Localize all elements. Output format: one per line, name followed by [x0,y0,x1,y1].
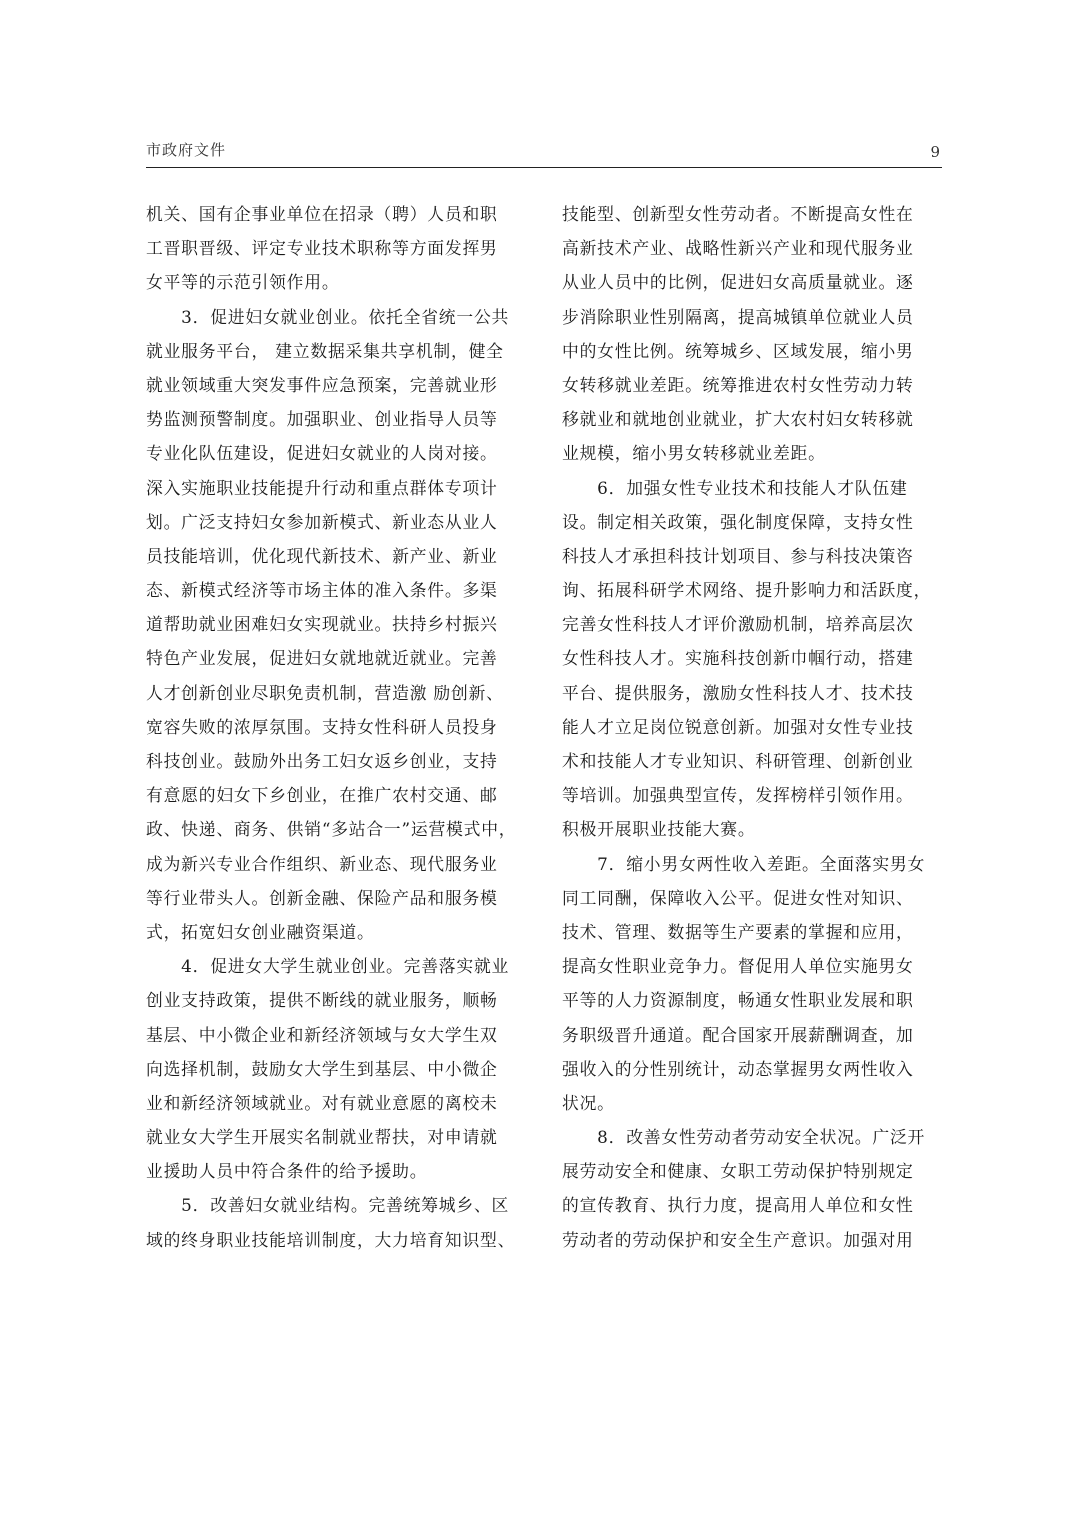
text-line: 机关、国有企事业单位在招录（聘）人员和职 [146,204,498,224]
text-line: 就业服务平台， 建立数据采集共享机制，健全 [146,340,504,361]
header-title: 市政府文件 [146,141,227,159]
text-line: 的宣传教育、执行力度，提高用人单位和女性 [562,1195,914,1216]
text-line: 展劳动安全和健康、女职工劳动保护特别规定 [562,1161,914,1182]
text-line: 业和新经济领域就业。对有就业意愿的离校未 [146,1092,498,1113]
text-line: 道帮助就业困难妇女实现就业。扶持乡村振兴 [146,614,498,635]
text-line: 就业女大学生开展实名制就业帮扶，对申请就 [146,1127,498,1148]
text-line: 划。广泛支持妇女参加新模式、新业态从业人 [146,511,498,532]
text-line: 5．改善妇女就业结构。完善统筹城乡、区 [146,1195,510,1216]
text-line: 女平等的示范引领作用。 [146,272,340,293]
text-line: 8．改善女性劳动者劳动安全状况。广泛开 [562,1127,926,1148]
text-line: 特色产业发展，促进妇女就地就近就业。完善 [146,648,498,669]
text-line: 宽容失败的浓厚氛围。支持女性科研人员投身 [146,716,498,737]
text-line: 平等的人力资源制度，畅通女性职业发展和职 [562,990,914,1011]
text-line: 式，拓宽妇女创业融资渠道。 [146,921,375,942]
page-number: 9 [930,143,940,161]
text-line: 平台、提供服务，激励女性科技人才、技术技 [562,682,914,703]
text-line: 业援助人员中符合条件的给予援助。 [146,1161,428,1182]
text-line: 积极开展职业技能大赛。 [562,819,756,840]
text-line: 提高女性职业竞争力。督促用人单位实施男女 [562,956,914,977]
text-line: 业规模，缩小男女转移就业差距。 [562,443,826,464]
text-line: 设。制定相关政策，强化制度保障，支持女性 [562,511,914,532]
text-line: 域的终身职业技能培训制度，大力培育知识型、 [146,1229,516,1250]
text-line: 工晋职晋级、评定专业技术职称等方面发挥男 [146,238,498,259]
text-line: 询、拓展科研学术网络、提升影响力和活跃度， [562,580,932,601]
text-line: 向选择机制，鼓励女大学生到基层、中小微企 [146,1058,498,1079]
right-text-column [562,197,942,1257]
text-line: 7．缩小男女两性收入差距。全面落实男女 [562,853,926,874]
text-line: 势监测预警制度。加强职业、创业指导人员等 [146,409,498,430]
text-line: 6．加强女性专业技术和技能人才队伍建 [562,477,908,498]
text-line: 态、新模式经济等市场主体的准入条件。多渠 [146,580,498,601]
text-line: 高新技术产业、战略性新兴产业和现代服务业 [562,238,914,259]
text-line: 等行业带头人。创新金融、保险产品和服务模 [146,887,498,908]
text-line: 等培训。加强典型宣传，发挥榜样引领作用。 [562,785,914,806]
text-line: 劳动者的劳动保护和安全生产意识。加强对用 [562,1229,914,1250]
text-line: 基层、中小微企业和新经济领域与女大学生双 [146,1024,498,1045]
text-line: 深入实施职业技能提升行动和重点群体专项计 [146,477,498,498]
text-line: 步消除职业性别隔离，提高城镇单位就业人员 [562,306,914,327]
text-line: 完善女性科技人才评价激励机制，培养高层次 [562,614,914,635]
text-line: 就业领域重大突发事件应急预案，完善就业形 [146,374,498,395]
text-line: 移就业和就地创业就业，扩大农村妇女转移就 [562,409,914,430]
text-line: 创业支持政策，提供不断线的就业服务，顺畅 [146,990,498,1011]
text-line: 强收入的分性别统计，动态掌握男女两性收入 [562,1058,914,1079]
text-line: 人才创新创业尽职免责机制，营造激 励创新、 [146,682,504,703]
text-line: 4．促进女大学生就业创业。完善落实就业 [146,956,510,977]
text-line: 政、快递、商务、供销“多站合一”运营模式中， [146,819,517,840]
text-line: 3．促进妇女就业创业。依托全省统一公共 [146,306,510,327]
text-line: 科技创业。鼓励外出务工妇女返乡创业，支持 [146,751,498,771]
text-line: 技术、管理、数据等生产要素的掌握和应用， [562,921,914,942]
text-line: 专业化队伍建设，促进妇女就业的人岗对接。 [146,443,498,464]
text-line: 同工同酬，保障收入公平。促进女性对知识、 [562,887,914,908]
text-line: 女性科技人才。实施科技创新巾帼行动，搭建 [562,648,914,669]
text-line: 能人才立足岗位锐意创新。加强对女性专业技 [562,716,914,737]
text-line: 员技能培训，优化现代新技术、新产业、新业 [146,545,498,566]
text-line: 术和技能人才专业知识、科研管理、创新创业 [562,751,914,771]
text-line: 状况。 [562,1092,615,1113]
text-line: 务职级晋升通道。配合国家开展薪酬调查，加 [562,1024,914,1045]
text-line: 有意愿的妇女下乡创业，在推广农村交通、邮 [146,785,498,806]
text-line: 技能型、创新型女性劳动者。不断提高女性在 [562,204,914,224]
left-text-column [146,197,526,1257]
text-line: 成为新兴专业合作组织、新业态、现代服务业 [146,853,498,874]
text-line: 中的女性比例。统筹城乡、区域发展，缩小男 [562,340,914,361]
text-line: 科技人才承担科技计划项目、参与科技决策咨 [562,545,914,566]
text-line: 从业人员中的比例，促进妇女高质量就业。逐 [562,272,914,293]
page-header [146,137,942,168]
text-line: 女转移就业差距。统筹推进农村女性劳动力转 [562,374,914,395]
